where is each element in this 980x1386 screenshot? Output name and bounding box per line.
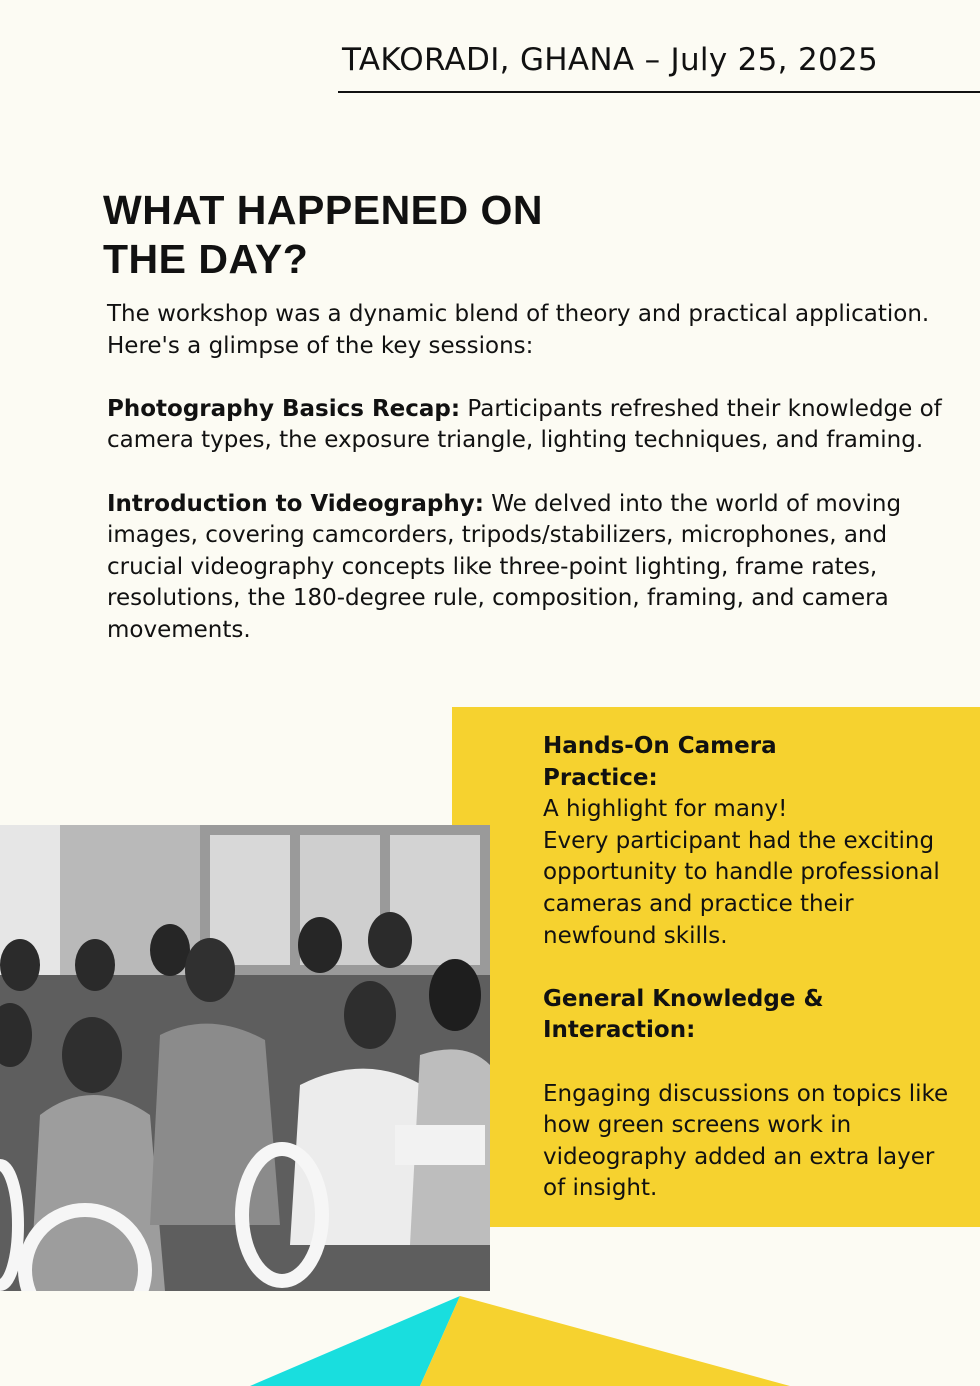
hands-on-text: Every participant had the exciting opportunity to handle professional cameras and practice their newfound skills. <box>543 827 940 949</box>
hands-on-title <box>543 731 953 794</box>
session-text: Participants refreshed their knowledge of camera types, the exposure triangle, lighting techniques, and framing. <box>107 395 942 454</box>
session-title: Photography Basics Recap: <box>107 395 461 422</box>
workshop-photo <box>0 825 490 1291</box>
hands-on-highlight: A highlight for many! <box>543 796 788 823</box>
section-title <box>103 186 663 284</box>
general-title-line1: General Knowledge & <box>543 985 824 1012</box>
article-body <box>107 299 957 678</box>
decorative-triangles <box>0 1290 980 1386</box>
section-title-line2: THE DAY? <box>103 236 309 282</box>
section-title-line1: WHAT HAPPENED ON <box>103 187 544 233</box>
session-videography-intro <box>107 489 957 647</box>
general-knowledge-title <box>543 984 953 1047</box>
yellow-triangle <box>420 1296 790 1386</box>
general-title-line2: Interaction: <box>543 1017 696 1044</box>
dateline-rule <box>338 91 980 93</box>
dateline: TAKORADI, GHANA – July 25, 2025 <box>342 42 879 78</box>
session-text: We delved into the world of moving images, covering camcorders, tripods/stabilizers, microphones, and crucial videography concepts like three-point lighting, frame rates, resolutions, the 180-degree rule, composition, framing, and camera movements. <box>107 490 902 643</box>
session-title: Introduction to Videography: <box>107 490 484 517</box>
hands-on-title-line1: Hands-On Camera <box>543 733 777 759</box>
session-photography-basics <box>107 394 957 457</box>
hands-on-title-line2: Practice: <box>543 764 658 791</box>
spacer <box>543 1047 953 1079</box>
highlights-text <box>543 731 953 1205</box>
spacer <box>543 952 953 984</box>
intro-paragraph: The workshop was a dynamic blend of theory and practical application. Here's a glimpse of the key sessions: <box>107 301 930 359</box>
general-knowledge-text: Engaging discussions on topics like how green screens work in videography added an extra layer of insight. <box>543 1080 949 1202</box>
